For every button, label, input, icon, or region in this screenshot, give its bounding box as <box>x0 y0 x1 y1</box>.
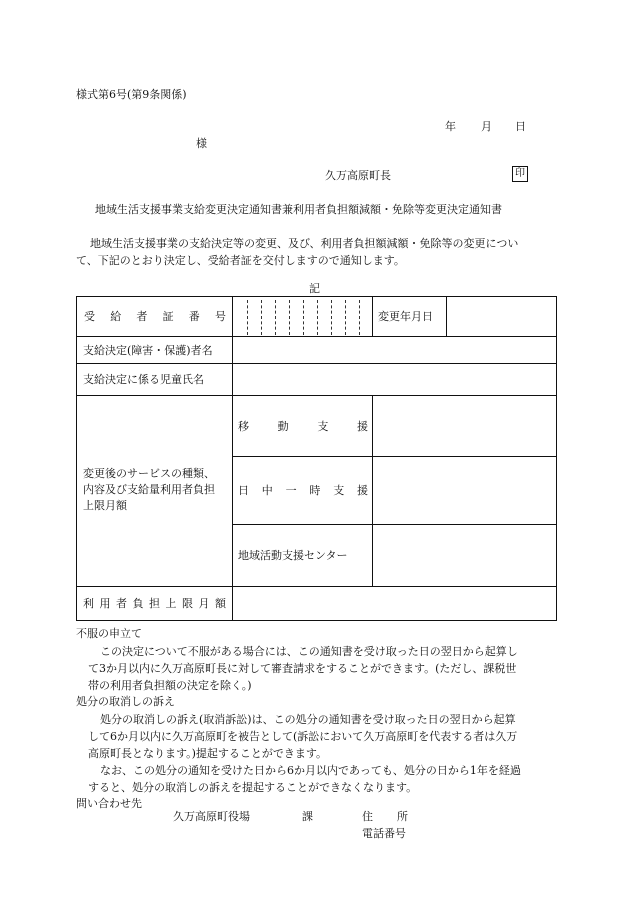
service-type-label-line-2: 内容及び支給量利用者負担 <box>83 483 215 496</box>
lawsuit-line-5: すると、処分の取消しの訴えを提起することができなくなります。 <box>88 781 418 794</box>
decision-person-label: 支給決定(障害・保護)者名 <box>83 343 213 357</box>
lawsuit-line-3: 高原町長となります。)提起することができます。 <box>88 747 328 760</box>
official-seal: 印 <box>512 166 528 182</box>
contact-heading: 問い合わせ先 <box>76 797 142 810</box>
contact-office: 久万高原町役場 <box>173 810 250 823</box>
lawsuit-heading: 処分の取消しの訴え <box>76 695 175 708</box>
service-mobility-support: 移 動 支 援 <box>238 419 368 433</box>
contact-address-label: 住 所 <box>362 810 408 823</box>
digit-separator <box>331 300 332 335</box>
service-activity-center: 地域活動支援センター <box>238 549 348 562</box>
digit-separator <box>303 300 304 335</box>
digit-separator <box>261 300 262 335</box>
date-day: 日 <box>515 120 526 133</box>
ki-heading: 記 <box>309 282 320 295</box>
appeal-line-1: この決定について不服がある場合には、この通知書を受け取った日の翌日から起算し <box>100 645 518 658</box>
contact-section: 課 <box>302 810 313 823</box>
service-type-label-line-1: 変更後のサービスの種類、 <box>83 467 215 480</box>
contact-phone-label: 電話番号 <box>362 827 406 840</box>
child-name-label: 支給決定に係る児童氏名 <box>83 373 204 386</box>
recipient-number-label: 受 給 者 証 番 号 <box>84 310 226 323</box>
lawsuit-line-1: 処分の取消しの訴え(取消訴訟)は、この処分の通知書を受け取った日の翌日から起算 <box>100 713 516 726</box>
digit-separator <box>359 300 360 335</box>
change-date-label: 変更年月日 <box>378 310 433 323</box>
issuer-name: 久万高原町長 <box>325 169 391 182</box>
intro-line-2: て、下記のとおり決定し、受給者証を交付しますので通知します。 <box>76 254 405 267</box>
form-number: 様式第6号(第9条関係) <box>76 88 187 101</box>
service-daytime-support: 日 中 一 時 支 援 <box>238 484 368 497</box>
date-month: 月 <box>481 120 492 133</box>
lawsuit-line-4: なお、この処分の通知を受けた日から6か月以内であっても、処分の日から1年を経過 <box>100 764 521 777</box>
detail-table <box>76 296 557 621</box>
lawsuit-line-2: して6か月以内に久万高原町を被告として(訴訟において久万高原町を代表する者は久万 <box>88 730 518 743</box>
addressee-suffix: 様 <box>196 137 207 150</box>
date-year: 年 <box>445 120 456 133</box>
digit-separator <box>317 300 318 335</box>
digit-separator <box>345 300 346 335</box>
appeal-heading: 不服の申立て <box>76 627 142 640</box>
digit-separator <box>289 300 290 335</box>
digit-separator <box>247 300 248 335</box>
intro-line-1: 地域生活支援事業の支給決定等の変更、及び、利用者負担額減額・免除等の変更につい <box>90 237 519 250</box>
appeal-line-2: て3か月以内に久万高原町長に対して審査請求をすることができます。(ただし、課税世 <box>88 662 517 675</box>
appeal-line-3: 帯の利用者負担額の決定を除く。) <box>88 679 252 692</box>
digit-separator <box>275 300 276 335</box>
burden-limit-label: 利 用 者 負 担 上 限 月 額 <box>83 597 226 610</box>
service-type-label-line-3: 上限月額 <box>83 499 127 512</box>
document-title: 地域生活支援事業支給変更決定通知書兼利用者負担額減額・免除等変更決定通知書 <box>95 203 502 216</box>
service-type-label <box>83 466 215 514</box>
